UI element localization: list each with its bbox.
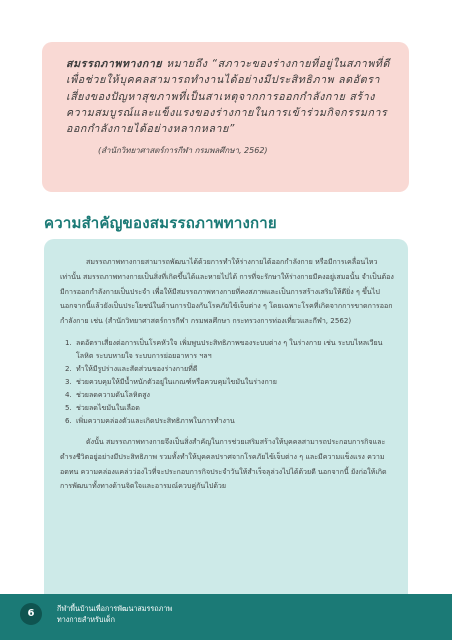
content-box — [44, 239, 408, 604]
footer-title-line2: ทางกายสำหรับเด็ก — [57, 615, 115, 624]
benefit-item: 6. เพิ่มความคล่องตัวและเกิดประสิทธิภาพในการทำงาน — [74, 414, 394, 427]
definition-citation: (สำนักวิทยาศาสตร์การกีฬา กรมพลศึกษา, 2562) — [98, 146, 268, 156]
benefit-item: 4. ช่วยลดความดันโลหิตสูง — [74, 388, 394, 401]
definition-term: สมรรถภาพทางกาย — [66, 58, 163, 70]
definition-text — [66, 56, 391, 137]
footer-title-line1: กีฬาพื้นบ้านเพื่อการพัฒนาสมรรถภาพ — [57, 604, 173, 613]
definition-box — [42, 42, 409, 192]
benefit-item: 1. ลดอัตราเสี่ยงต่อการเป็นโรคหัวใจ เพิ่มพูนประสิทธิภาพของระบบต่าง ๆ ในร่างกาย เช่น ระบบไหลเวียนโลหิต ระบบหายใจ ระบบการย่อยอาหาร ฯลฯ — [74, 336, 394, 362]
benefits-list — [60, 336, 394, 427]
page-number: 6 — [20, 603, 42, 625]
benefit-item: 3. ช่วยควบคุมให้มีน้ำหนักตัวอยู่ในเกณฑ์หรือควบคุมไขมันในร่างกาย — [74, 375, 394, 388]
benefit-item: 5. ช่วยลดไขมันในเลือด — [74, 401, 394, 414]
definition-body: หมายถึง “สภาวะของร่างกายที่อยู่ในสภาพที่ดีเพื่อช่วยให้บุคคลสามารถทำงานได้อย่างมีประสิทธิภาพ ลดอัตราเสี่ยงของปัญหาสุขภาพที่เป็นสาเหตุจากการออกกำลังกาย สร้างความสมบูรณ์และแข็งแรงของร่างกายในการเข้าร่วมกิจกรรมการออกกำลังกายได้อย่างหลากหลาย” — [66, 58, 390, 136]
closing-paragraph: ดังนั้น สมรรถภาพทางกายจึงเป็นสิ่งสำคัญในการช่วยเสริมสร้างให้บุคคลสามารถประกอบการกิจและดำรงชีวิตอยู่อย่างมีประสิทธิภาพ รวมทั้งทำให้บุคคลปราศจากโรคภัยไข้เจ็บต่าง ๆ และมีความแข็งแรง ความอดทน ความคล่องแคล่วว่องไวที่จะประกอบการกิจประจำวันให้สำเร็จลุล่วงไปได้ด้วยดี นอกจากนี้ ยังก่อให้เกิดการพัฒนาทั้งทางด้านจิตใจและอารมณ์ควบคู่กันไปด้วย — [60, 436, 387, 491]
section-heading: ความสำคัญของสมรรถภาพทางกาย — [44, 214, 277, 232]
intro-paragraph: สมรรถภาพทางกายสามารถพัฒนาได้ด้วยการทำให้ร่างกายได้ออกกำลังกาย หรือมีการเคลื่อนไหวเท่านั้น สมรรถภาพทางกายเป็นสิ่งที่เกิดขึ้นได้และหายไปได้ การที่จะรักษาให้ร่างกายมีคงอยู่เสมอนั้น จำเป็นต้องมีการออกกำลังกายเป็นประจำ เพื่อให้มีสมรรถภาพทางกายที่คงสภาพและเป็นการสร้างเสริมให้ดียิ่ง ๆ ขึ้นไป นอกจากนี้แล้วยังเป็นประโยชน์ในด้านการป้องกันโรคภัยไข้เจ็บต่าง ๆ โดยเฉพาะโรคที่เกิดจากการขาดการออกกำลังกาย เช่น (สำนักวิทยาศาสตร์การกีฬา กรมพลศึกษา กระทรวงการท่องเที่ยวและกีฬา, 2562) — [60, 257, 394, 326]
footer-title — [57, 603, 172, 625]
benefit-item: 2. ทำให้มีรูปร่างและสัดส่วนของร่างกายที่ดี — [74, 362, 394, 375]
